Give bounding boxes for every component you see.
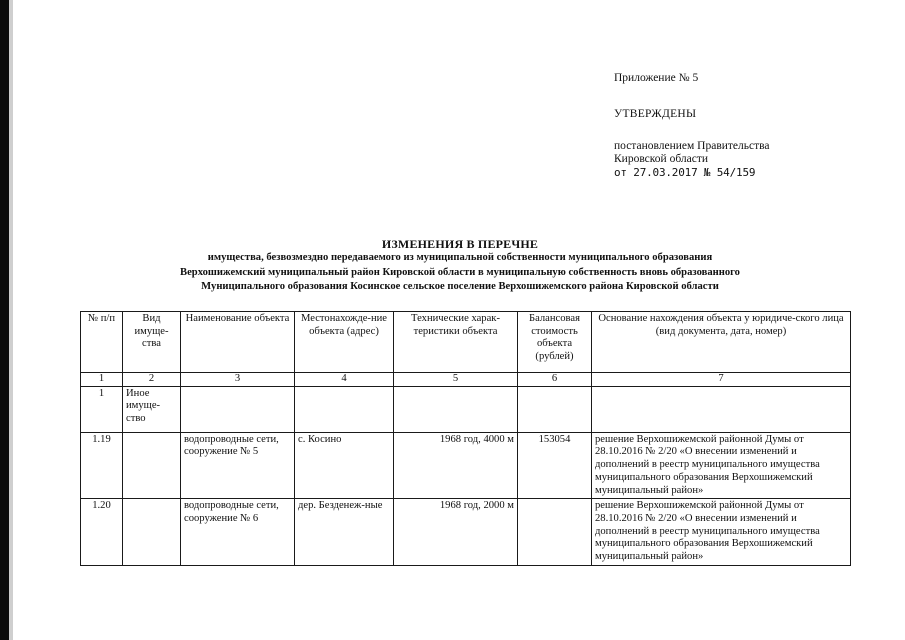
- header-number: № п/п: [81, 312, 123, 373]
- scan-edge-bar: [0, 0, 9, 640]
- header-location: Местонахожде-ние объекта (адрес): [295, 312, 394, 373]
- column-number: 7: [592, 373, 851, 387]
- column-number: 5: [394, 373, 518, 387]
- approval-line-1: постановлением Правительства: [614, 140, 770, 152]
- column-number: 1: [81, 373, 123, 387]
- document-heading: [100, 238, 820, 295]
- row-number: 1: [81, 386, 123, 432]
- heading-line-2: Верхошижемский муниципальный район Кировской области в муниципальную собственность вновь образованного: [180, 266, 740, 278]
- annex-label: Приложение № 5: [614, 72, 699, 84]
- approved-label: УТВЕРЖДЕНЫ: [614, 108, 697, 120]
- table-row: [81, 499, 851, 566]
- row-object-name: водопроводные сети, сооружение № 5: [181, 432, 295, 499]
- property-table: [80, 311, 851, 566]
- row-location: с. Косино: [295, 432, 394, 499]
- column-number: 3: [181, 373, 295, 387]
- row-location: [295, 386, 394, 432]
- column-number: 2: [123, 373, 181, 387]
- header-book-value: Балансовая стоимость объекта (рублей): [518, 312, 592, 373]
- table-row: [81, 432, 851, 499]
- approval-line-2: Кировской области: [614, 153, 709, 165]
- row-number: 1.19: [81, 432, 123, 499]
- header-object-name: Наименование объекта: [181, 312, 295, 373]
- column-number: 6: [518, 373, 592, 387]
- scan-edge-shadow: [9, 0, 13, 640]
- row-tech-specs: [394, 386, 518, 432]
- row-legal-basis: решение Верхошижемской районной Думы от 28.10.2016 № 2/20 «О внесении изменений и дополнений в реестр муниципального имущества муниципального образования Верхошижемский муниципальный район»: [592, 499, 851, 566]
- table-header-row: [81, 312, 851, 373]
- approval-date-number: от 27.03.2017 № 54/159: [614, 166, 756, 179]
- row-legal-basis: [592, 386, 851, 432]
- row-book-value: [518, 499, 592, 566]
- row-location: дер. Безденеж-ные: [295, 499, 394, 566]
- row-legal-basis: решение Верхошижемской районной Думы от 28.10.2016 № 2/20 «О внесении изменений и дополнений в реестр муниципального имущества муниципального образования Верхошижемский муниципальный район»: [592, 432, 851, 499]
- row-object-name: [181, 386, 295, 432]
- row-book-value: 153054: [518, 432, 592, 499]
- heading-line-1: имущества, безвозмездно передаваемого из муниципальной собственности муниципального образования: [207, 252, 713, 263]
- row-tech-specs: 1968 год, 2000 м: [394, 499, 518, 566]
- row-number: 1.20: [81, 499, 123, 566]
- heading-line-3: Муниципального образования Косинское сельское поселение Верхошижемского района Кировской области: [201, 281, 719, 292]
- table-row: [81, 386, 851, 432]
- column-number-row: [81, 373, 851, 387]
- header-property-type: Вид имуще-ства: [123, 312, 181, 373]
- header-tech-specs: Технические харак-теристики объекта: [394, 312, 518, 373]
- row-property-type: [123, 432, 181, 499]
- row-property-type: [123, 499, 181, 566]
- header-legal-basis: Основание нахождения объекта у юридиче-ского лица (вид документа, дата, номер): [592, 312, 851, 373]
- row-book-value: [518, 386, 592, 432]
- approval-block: [614, 72, 854, 179]
- row-object-name: водопроводные сети, сооружение № 6: [181, 499, 295, 566]
- heading-title: ИЗМЕНЕНИЯ В ПЕРЕЧНЕ: [381, 237, 539, 251]
- column-number: 4: [295, 373, 394, 387]
- row-property-type: Иное имуще-ство: [123, 386, 181, 432]
- row-tech-specs: 1968 год, 4000 м: [394, 432, 518, 499]
